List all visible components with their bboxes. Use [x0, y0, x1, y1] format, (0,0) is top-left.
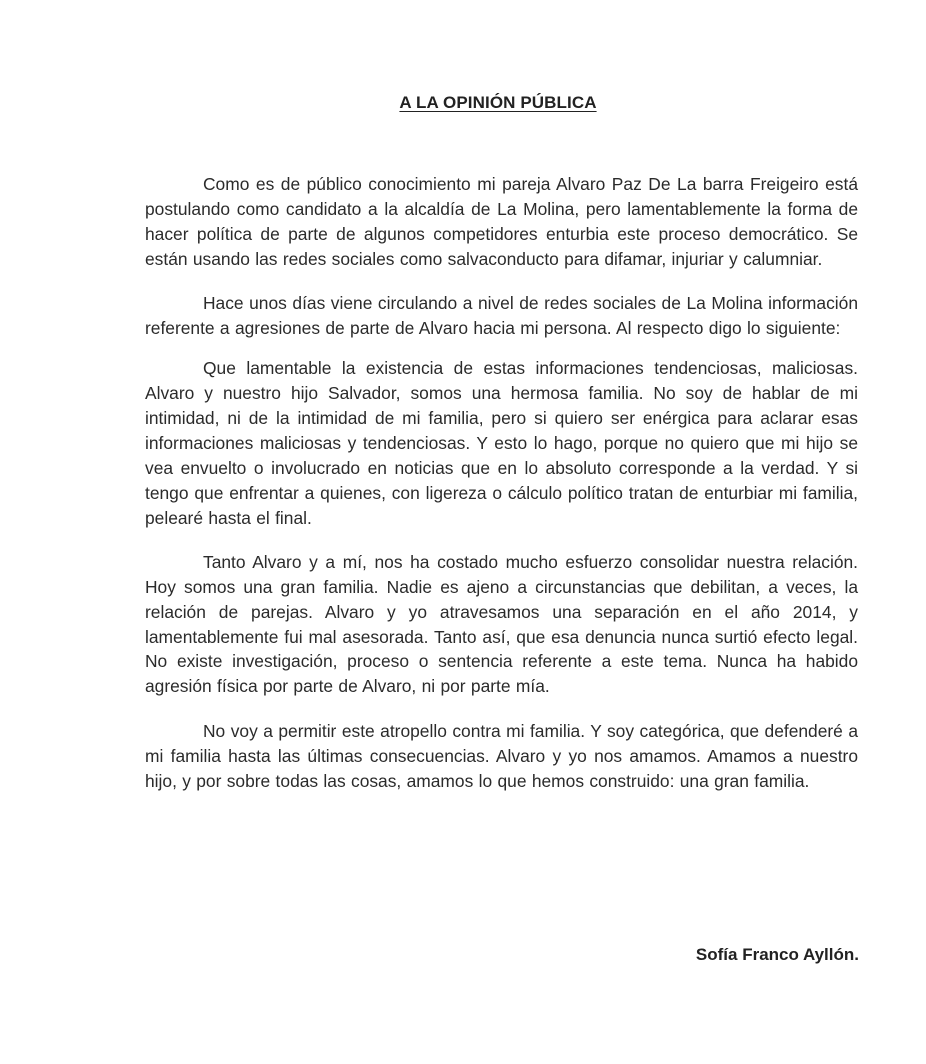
document-title: A LA OPINIÓN PÚBLICA [399, 93, 597, 112]
document-body [145, 172, 858, 813]
paragraph-1: Como es de público conocimiento mi pareja Alvaro Paz De La barra Freigeiro está postulando como candidato a la alcaldía de La Molina, pero lamentablemente la forma de hacer política de parte de algunos competidores enturbia este proceso democrático. Se están usando las redes sociales como salvaconducto para difamar, injuriar y calumniar. [145, 174, 858, 269]
paragraph-4: Tanto Alvaro y a mí, nos ha costado mucho esfuerzo consolidar nuestra relación. Hoy somos una gran familia. Nadie es ajeno a circunstancias que debilitan, a veces, la relación de parejas. Alvaro y yo atravesamos una separación en el año 2014, y lamentablemente fui mal asesorada. Tanto así, que esa denuncia nunca surtió efecto legal. No existe investigación, proceso o sentencia referente a este tema. Nunca ha habido agresión física por parte de Alvaro, ni por parte mía. [145, 551, 858, 697]
paragraph-3: Que lamentable la existencia de estas informaciones tendenciosas, maliciosas. Alvaro y nuestro hijo Salvador, somos una hermosa familia. No soy de hablar de mi intimidad, ni de la intimidad de mi familia, pero si quiero ser enérgica para aclarar esas informaciones maliciosas y tendenciosas. Y esto lo hago, porque no quiero que mi hijo se vea envuelto o involucrado en noticias que en lo absoluto corresponde a la verdad. Y si tengo que enfrentar a quienes, con ligereza o cálculo político tratan de enturbiar mi familia, pelearé hasta el final. [145, 358, 858, 528]
paragraph-2: Hace unos días viene circulando a nivel de redes sociales de La Molina información referente a agresiones de parte de Alvaro hacia mi persona. Al respecto digo lo siguiente: [145, 292, 858, 338]
paragraph-5: No voy a permitir este atropello contra mi familia. Y soy categórica, que defenderé a mi familia hasta las últimas consecuencias. Alvaro y yo nos amamos. Amamos a nuestro hijo, y por sobre todas las cosas, amamos lo que hemos construido: una gran familia. [145, 721, 858, 792]
signature: Sofía Franco Ayllón. [695, 945, 859, 964]
